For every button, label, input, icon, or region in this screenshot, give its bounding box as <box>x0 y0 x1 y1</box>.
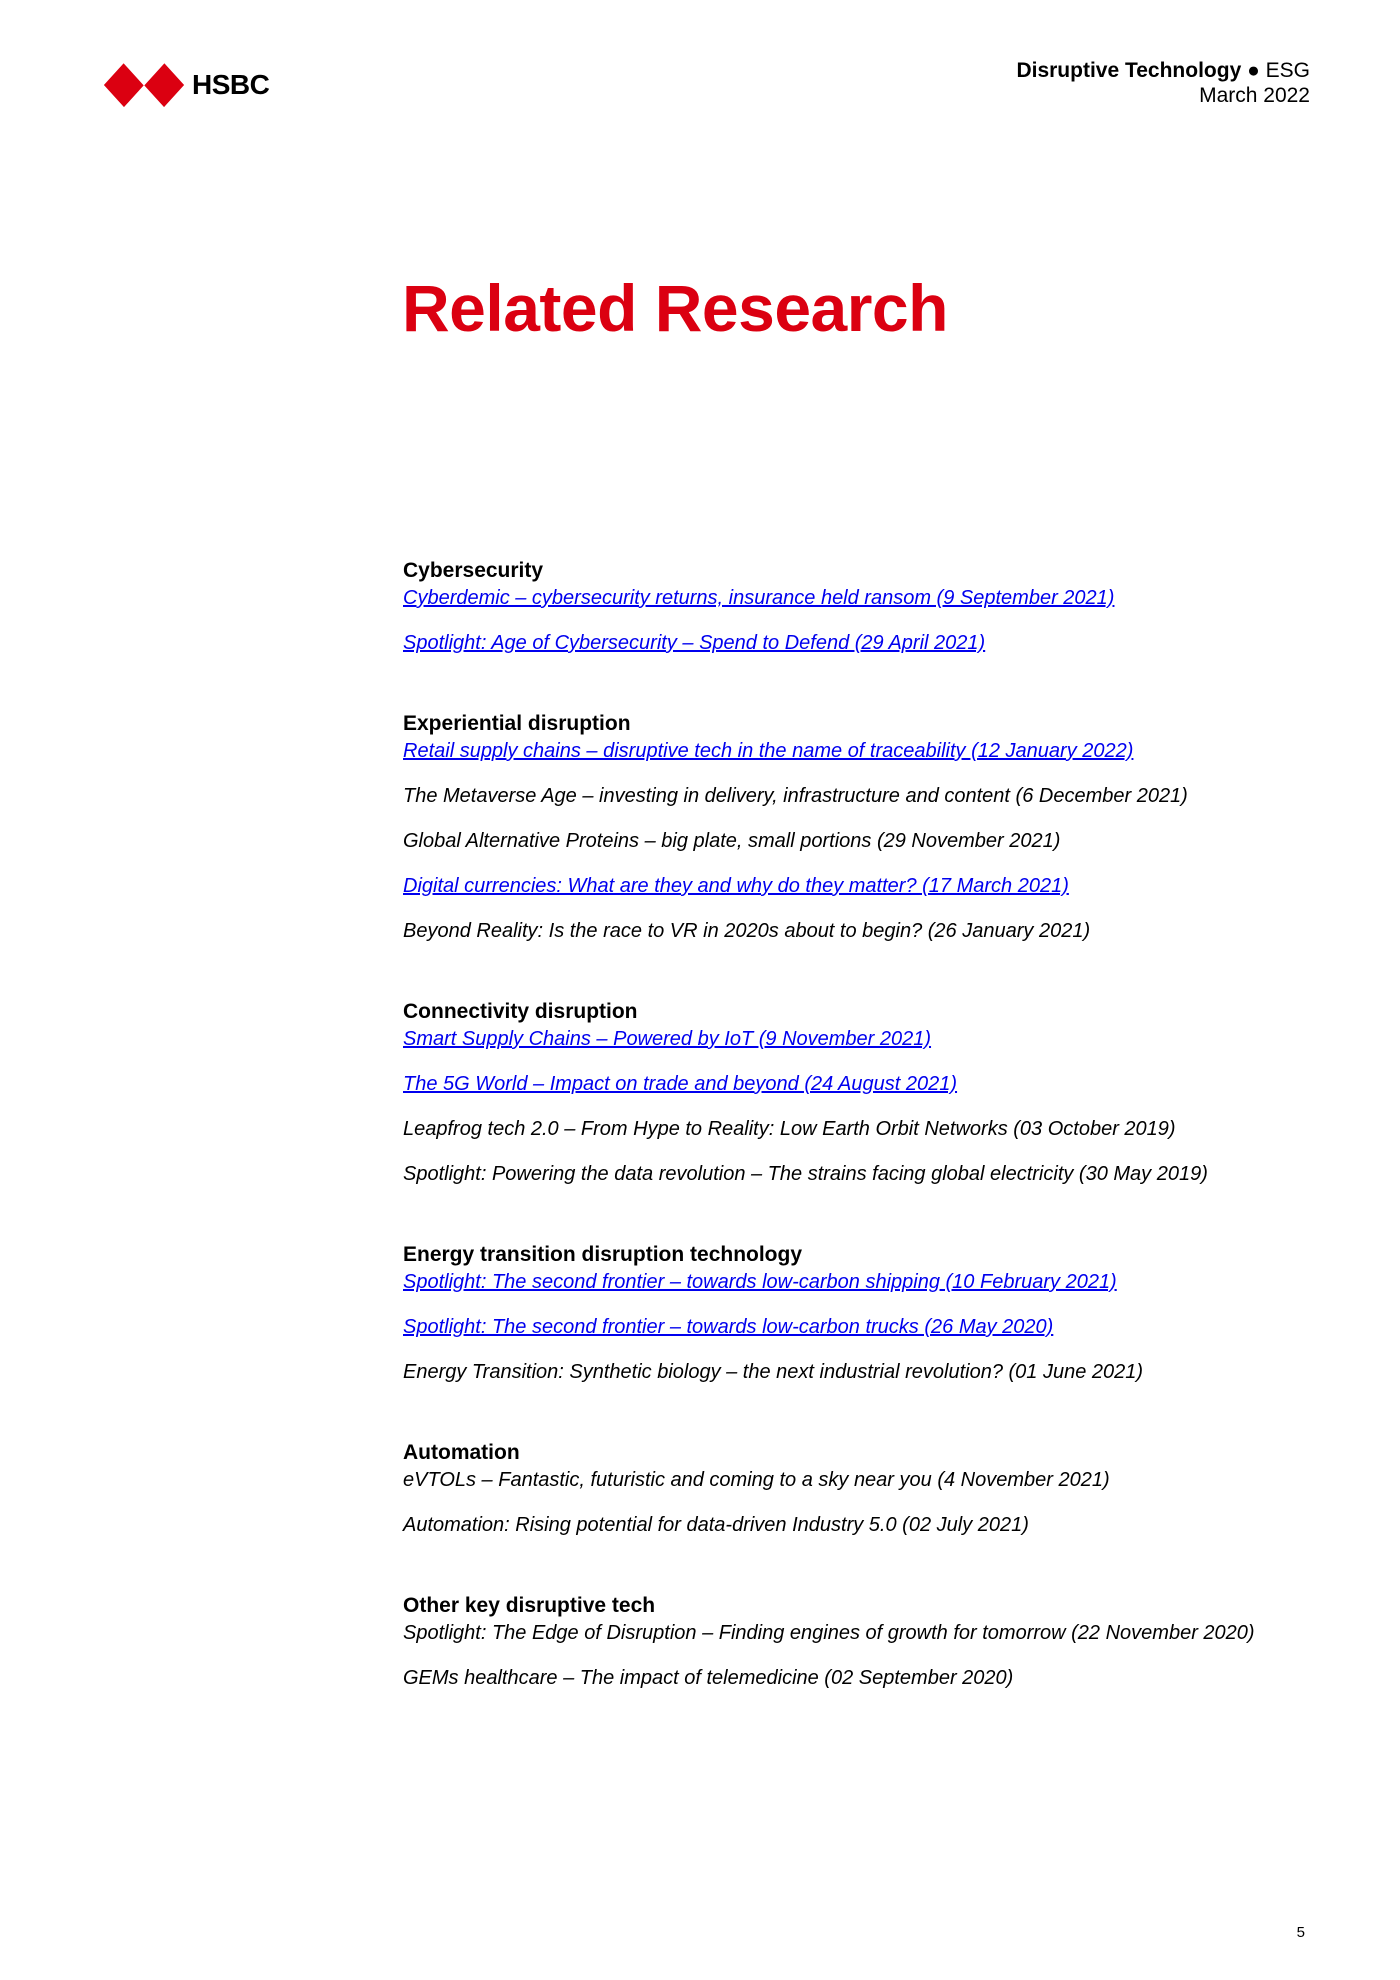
research-link[interactable]: Digital currencies: What are they and why do they matter? (17 March 2021) <box>403 875 1069 897</box>
section-heading: Automation <box>403 1441 520 1464</box>
research-title: Spotlight: Powering the data revolution – The strains facing global electricity (30 May 2019) <box>403 1163 1208 1185</box>
research-title: Spotlight: The Edge of Disruption – Finding engines of growth for tomorrow (22 November 2020) <box>403 1622 1255 1644</box>
section-heading: Connectivity disruption <box>403 1000 638 1023</box>
page-number: 5 <box>1296 1924 1305 1941</box>
section-heading: Energy transition disruption technology <box>403 1243 803 1266</box>
research-title: Global Alternative Proteins – big plate, small portions (29 November 2021) <box>403 830 1061 852</box>
hsbc-hexagon-icon <box>104 63 184 107</box>
research-link[interactable]: Spotlight: The second frontier – towards low-carbon trucks (26 May 2020) <box>403 1316 1054 1338</box>
related-research-list <box>403 556 1333 1744</box>
section-heading: Experiential disruption <box>403 712 631 735</box>
research-title: eVTOLs – Fantastic, futuristic and coming to a sky near you (4 November 2021) <box>403 1469 1110 1491</box>
section-heading: Cybersecurity <box>403 559 544 582</box>
hsbc-logo <box>104 60 269 110</box>
section-automation <box>403 1438 1333 1537</box>
page-title: Related Research <box>402 271 948 345</box>
research-title: Leapfrog tech 2.0 – From Hype to Reality: Low Earth Orbit Networks (03 October 2019) <box>403 1118 1176 1140</box>
research-title: GEMs healthcare – The impact of telemedicine (02 September 2020) <box>403 1667 1014 1689</box>
research-title: Automation: Rising potential for data-driven Industry 5.0 (02 July 2021) <box>403 1514 1029 1536</box>
research-link[interactable]: Spotlight: The second frontier – towards low-carbon shipping (10 February 2021) <box>403 1271 1117 1293</box>
section-heading: Other key disruptive tech <box>403 1594 656 1617</box>
research-link[interactable]: Retail supply chains – disruptive tech in the name of traceability (12 January 2022) <box>403 740 1134 762</box>
research-title: The Metaverse Age – investing in delivery, infrastructure and content (6 December 2021) <box>403 785 1188 807</box>
header-bullet: ● <box>1247 59 1260 82</box>
research-title: Beyond Reality: Is the race to VR in 2020s about to begin? (26 January 2021) <box>403 920 1091 942</box>
research-link[interactable]: Smart Supply Chains – Powered by IoT (9 November 2021) <box>403 1028 932 1050</box>
document-date: March 2022 <box>1199 84 1310 107</box>
document-category: ESG <box>1265 59 1310 82</box>
research-link[interactable]: The 5G World – Impact on trade and beyond (24 August 2021) <box>403 1073 958 1095</box>
research-title: Energy Transition: Synthetic biology – the next industrial revolution? (01 June 2021) <box>403 1361 1144 1383</box>
document-header <box>1016 58 1310 108</box>
section-cybersecurity <box>403 556 1333 655</box>
section-experiential-disruption <box>403 709 1333 943</box>
section-connectivity-disruption <box>403 997 1333 1186</box>
research-link[interactable]: Cyberdemic – cybersecurity returns, insurance held ransom (9 September 2021) <box>403 587 1115 609</box>
research-link[interactable]: Spotlight: Age of Cybersecurity – Spend to Defend (29 April 2021) <box>403 632 986 654</box>
section-energy-transition <box>403 1240 1333 1384</box>
document-title: Disruptive Technology <box>1016 59 1242 82</box>
logo-wordmark: HSBC <box>192 69 270 100</box>
section-other-disruptive-tech <box>403 1591 1333 1690</box>
